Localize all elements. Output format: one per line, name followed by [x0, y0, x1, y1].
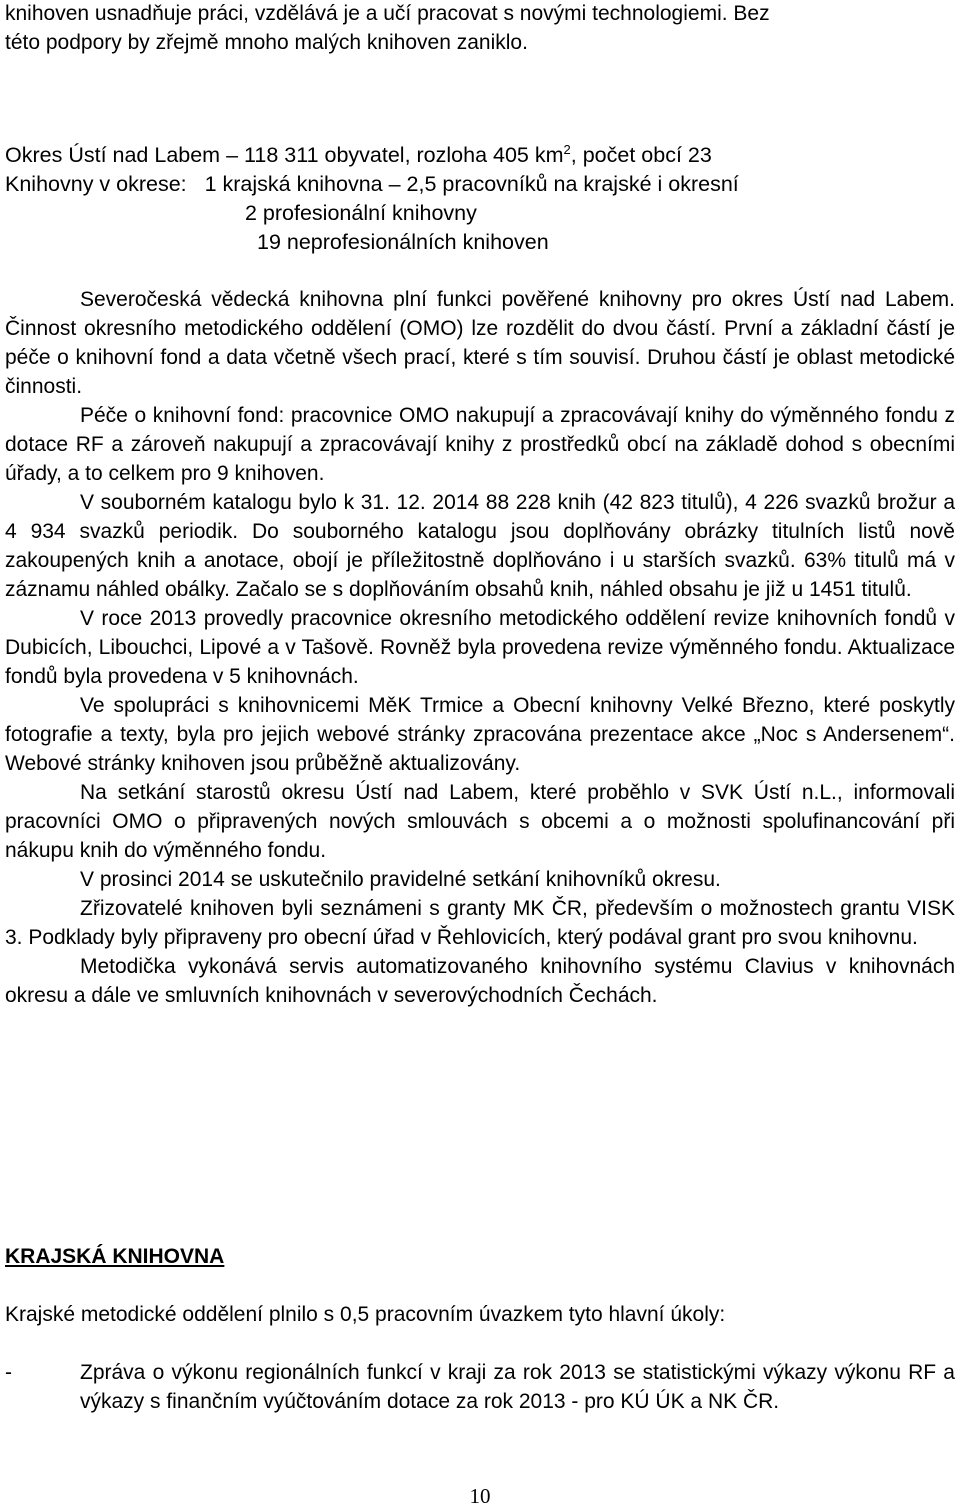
list-item-text: Zpráva o výkonu regionálních funkcí v kraji za rok 2013 se statistickými výkazy výkonu RF a výkazy s finančním vyúčtováním dotace za rok 2013 - pro KÚ ÚK a NK ČR.	[80, 1361, 955, 1413]
paragraph: Péče o knihovní fond: pracovnice OMO nakupují a zpracovávají knihy do výměnného fondu z dotace RF a zároveň nakupují a zpracovávají knihy z prostředků obcí na základě dohod s obecními úřady, a to celkem pro 9 knihoven.	[5, 404, 955, 485]
paragraph: Zřizovatelé knihoven byli seznámeni s granty MK ČR, především o možnostech grantu VISK 3. Podklady byly připraveny pro obecní úřad v Řehlovicích, který podával grant pro svou knihovnu.	[5, 897, 955, 949]
district-summary-line-4: 19 neprofesionálních knihoven	[257, 230, 549, 254]
intro-line-1: knihoven usnadňuje práci, vzdělává je a učí pracovat s novými technologiemi. Bez	[5, 2, 770, 25]
district-summary-line-3: 2 profesionální knihovny	[245, 201, 477, 225]
paragraph: V roce 2013 provedly pracovnice okresního metodického oddělení revize knihovních fondů v Dubicích, Libouchci, Lipové a v Tašově. Rovněž byla provedena revize výměnného fondu. Aktualizace fondů byla provedena v 5 knihovnách.	[5, 607, 955, 688]
paragraph: V souborném katalogu bylo k 31. 12. 2014 88 228 knih (42 823 titulů), 4 226 svazků brožur a 4 934 svazků periodik. Do souborného katalogu jsou doplňovány obrázky titulních listů nově zakoupených knih a anotace, obojí je příležitostně doplňováno i u starších svazků. 63% titulů má v záznamu náhled obálky. Začalo se s doplňováním obsahů knih, náhled obsahu je již u 1451 titulů.	[5, 491, 955, 601]
paragraph: Metodička vykonává servis automatizovaného knihovního systému Clavius v knihovnách okresu a dále ve smluvních knihovnách v severovýchodních Čechách.	[5, 955, 955, 1007]
task-list	[5, 1358, 955, 1416]
intro-paragraph	[5, 0, 955, 57]
dash-bullet: -	[5, 1361, 12, 1384]
superscript: 2	[563, 141, 571, 157]
paragraph: Severočeská vědecká knihovna plní funkci pověřené knihovny pro okres Ústí nad Labem. Činnost okresního metodického oddělení (OMO) lze rozdělit do dvou částí. První a základní částí je péče o knihovní fond a data včetně všech prací, které s tím souvisí. Druhou částí je oblast metodické činnosti.	[5, 288, 955, 398]
paragraph: V prosinci 2014 se uskutečnilo pravidelné setkání knihovníků okresu.	[80, 868, 721, 891]
paragraph: Na setkání starostů okresu Ústí nad Labem, které proběhlo v SVK Ústí n.L., informovali pracovníci OMO o připravených nových smlouvách s obcemi a o možnosti spolufinancování při nákupu knih do výměnného fondu.	[5, 781, 955, 862]
section-heading: KRAJSKÁ KNIHOVNA	[5, 1245, 225, 1268]
district-summary	[5, 141, 955, 257]
section-lead: Krajské metodické oddělení plnilo s 0,5 pracovním úvazkem tyto hlavní úkoly:	[5, 1303, 726, 1326]
body-text	[5, 285, 955, 1010]
page-number: 10	[469, 1484, 491, 1508]
district-summary-line-2: Knihovny v okrese: 1 krajská knihovna – 2,5 pracovníků na krajské i okresní	[5, 172, 739, 196]
district-summary-line-1	[5, 141, 955, 170]
section-krajska-knihovna	[5, 1242, 955, 1416]
paragraph: Ve spolupráci s knihovnicemi MěK Trmice a Obecní knihovny Velké Březno, které poskytly fotografie a texty, byla pro jejich webové stránky zpracována prezentace akce „Noc s Andersenem“. Webové stránky knihoven jsou průběžně aktualizovány.	[5, 694, 955, 775]
district-summary-text-end: , počet obcí 23	[570, 143, 712, 167]
district-summary-text: Okres Ústí nad Labem – 118 311 obyvatel, rozloha 405 km	[5, 143, 564, 167]
intro-line-2: této podpory by zřejmě mnoho malých knihoven zaniklo.	[5, 31, 528, 54]
list-item	[5, 1358, 955, 1416]
